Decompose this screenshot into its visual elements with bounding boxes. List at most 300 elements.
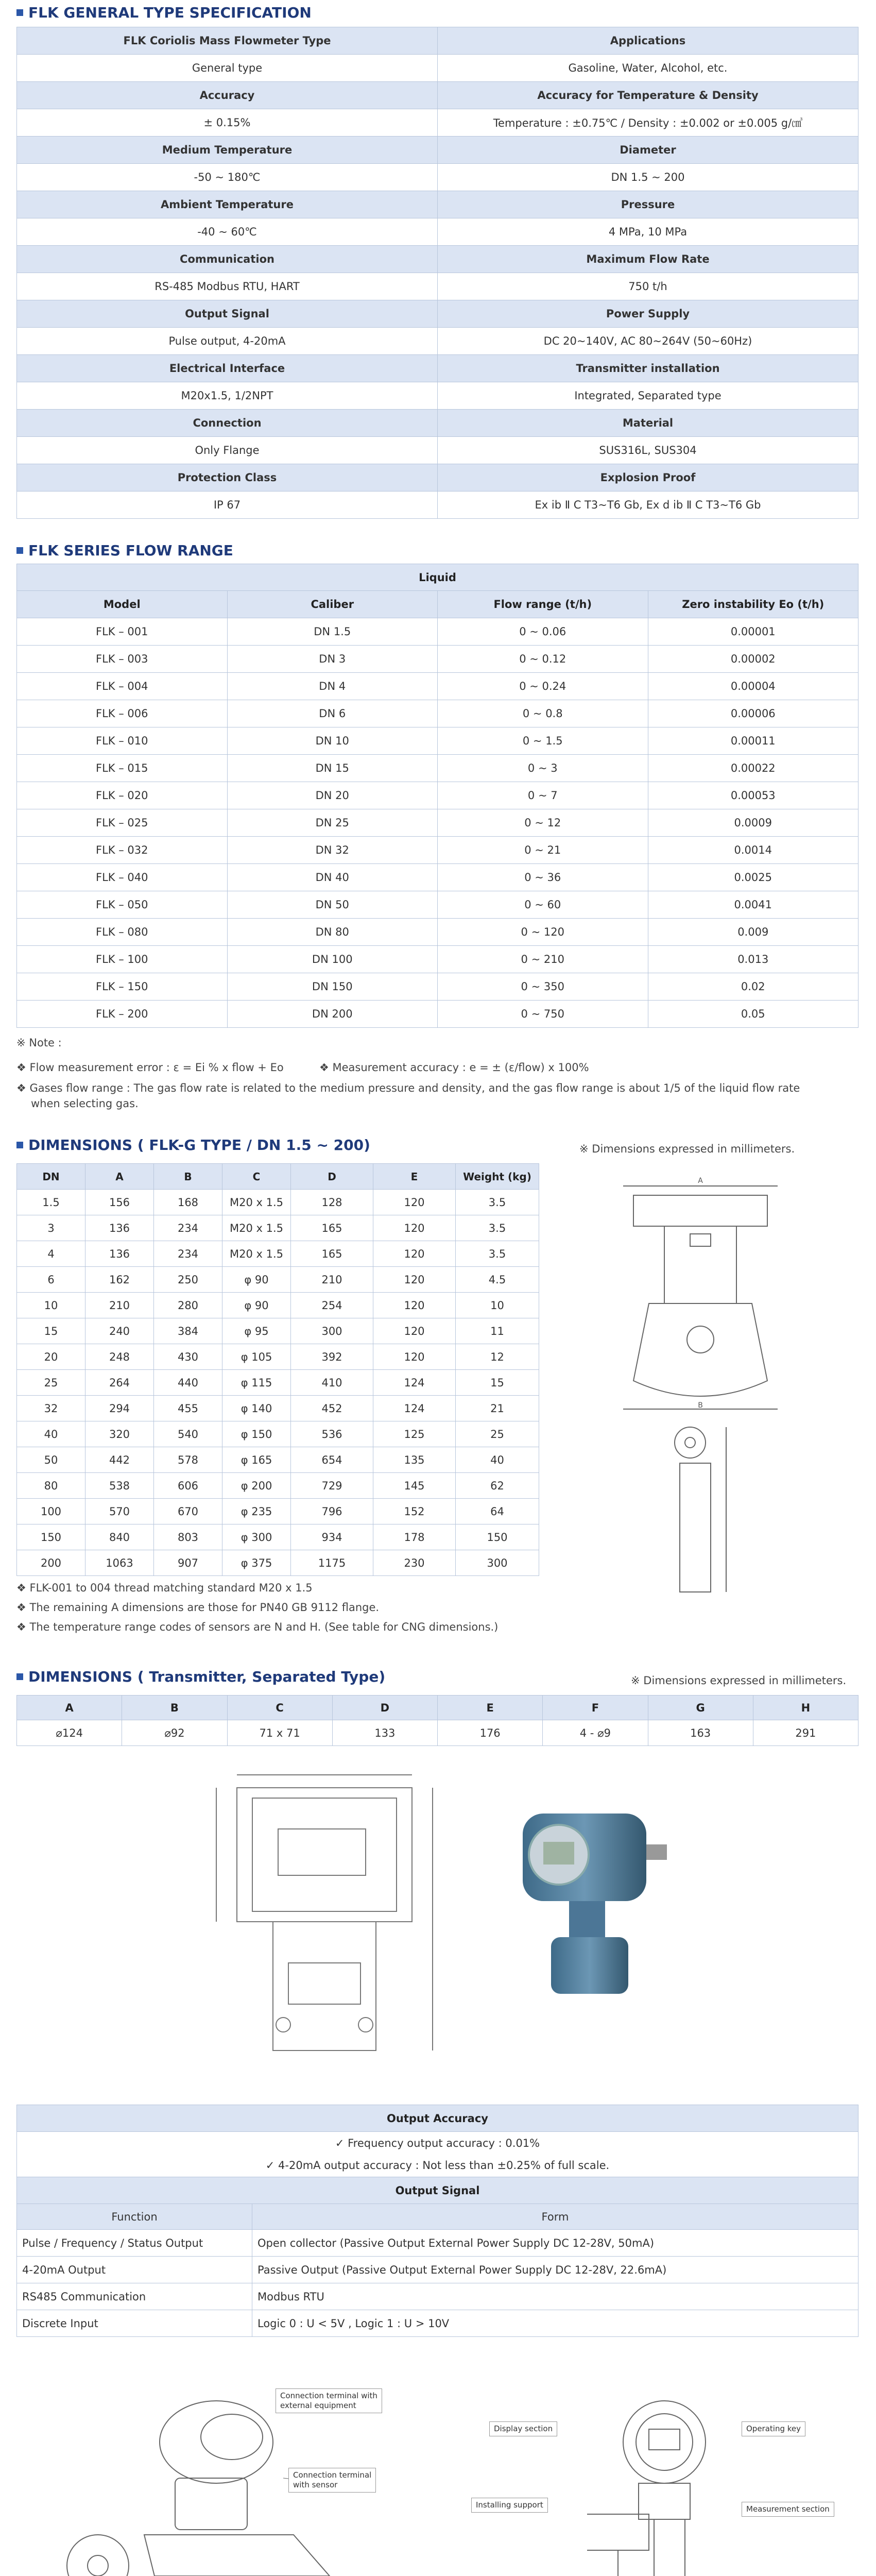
table-row	[17, 946, 858, 973]
output-cell: Pulse / Frequency / Status Output	[17, 2230, 252, 2257]
section-square-icon	[16, 9, 23, 16]
table-row	[17, 782, 858, 809]
spec-value: M20x1.5, 1/2NPT	[17, 382, 438, 410]
dims-cell: 136	[85, 1215, 154, 1241]
flow-cell: FLK – 006	[17, 700, 228, 727]
dims-note-1: ❖ FLK-001 to 004 thread matching standard M20 x 1.5	[16, 1582, 313, 1594]
dims-cell: 4	[17, 1241, 85, 1267]
trans-col-header: E	[438, 1696, 543, 1720]
dims-cell: 4.5	[456, 1267, 539, 1293]
dims-units-note: ※ Dimensions expressed in millimeters.	[579, 1143, 795, 1155]
spec-value: Ex ib Ⅱ C T3~T6 Gb, Ex d ib Ⅱ C T3~T6 Gb	[438, 492, 858, 519]
output-cell: RS485 Communication	[17, 2283, 252, 2310]
table-row	[17, 700, 858, 727]
section-square-icon	[16, 1142, 23, 1148]
spec-value: RS-485 Modbus RTU, HART	[17, 273, 438, 300]
section-square-icon	[16, 547, 23, 554]
flow-cell: DN 50	[227, 891, 438, 919]
flow-cell: DN 200	[227, 1001, 438, 1028]
trans-cell: 291	[753, 1720, 858, 1746]
flowmeter-side-drawing	[613, 1175, 788, 1417]
dims-cell: φ 95	[222, 1318, 291, 1344]
dims-note-3: ❖ The temperature range codes of sensors are N and H. (See table for CNG dimensions.)	[16, 1621, 499, 1633]
table-row	[17, 1524, 539, 1550]
section-title-dimensions-g: DIMENSIONS ( FLK-G TYPE / DN 1.5 ~ 200)	[16, 1137, 370, 1154]
spec-value: General type	[17, 55, 438, 82]
table-row	[17, 1473, 539, 1499]
trans-col-header: D	[332, 1696, 437, 1720]
flow-cell: FLK – 001	[17, 618, 228, 646]
flow-cell: DN 3	[227, 646, 438, 673]
flow-cell: FLK – 004	[17, 673, 228, 700]
spec-value: Integrated, Separated type	[438, 382, 858, 410]
table-row	[17, 1550, 539, 1576]
table-row	[17, 1215, 539, 1241]
dims-cell: φ 375	[222, 1550, 291, 1576]
dims-cell: 300	[291, 1318, 373, 1344]
trans-col-header: H	[753, 1696, 858, 1720]
general-spec-table	[16, 27, 858, 519]
accuracy-4-20ma: ✓ 4-20mA output accuracy : Not less than ±0.25% of full scale.	[17, 2155, 858, 2177]
dims-cell: φ 90	[222, 1293, 291, 1318]
dims-cell: 210	[291, 1267, 373, 1293]
dims-cell: 729	[291, 1473, 373, 1499]
flow-cell: 0.00001	[648, 618, 858, 646]
dims-cell: 538	[85, 1473, 154, 1499]
table-row	[17, 2230, 858, 2257]
svg-text:A: A	[698, 1177, 703, 1185]
trans-cell: 163	[648, 1720, 753, 1746]
spec-label: Medium Temperature	[17, 137, 438, 164]
flow-col-header: Model	[17, 591, 228, 618]
spec-label: Electrical Interface	[17, 355, 438, 382]
dims-cell: 21	[456, 1396, 539, 1421]
flow-cell: DN 32	[227, 837, 438, 864]
flow-cell: 0.00002	[648, 646, 858, 673]
dims-cell: 64	[456, 1499, 539, 1524]
spec-label: Pressure	[438, 191, 858, 218]
spec-label: Accuracy	[17, 82, 438, 109]
dims-cell: 120	[373, 1344, 456, 1370]
flow-cell: FLK – 050	[17, 891, 228, 919]
flow-cell: 0 ~ 0.8	[438, 700, 648, 727]
flow-cell: DN 40	[227, 864, 438, 891]
flow-cell: 0.05	[648, 1001, 858, 1028]
dims-cell: 248	[85, 1344, 154, 1370]
dims-cell: 934	[291, 1524, 373, 1550]
section-square-icon	[16, 1673, 23, 1680]
flow-cell: FLK – 100	[17, 946, 228, 973]
flow-cell: DN 4	[227, 673, 438, 700]
dims-cell: 3	[17, 1215, 85, 1241]
table-row	[17, 2310, 858, 2337]
flow-cell: FLK – 015	[17, 755, 228, 782]
spec-label: Accuracy for Temperature & Density	[438, 82, 858, 109]
dims-cell: M20 x 1.5	[222, 1241, 291, 1267]
dims-cell: 455	[154, 1396, 222, 1421]
accuracy-frequency: ✓ Frequency output accuracy : 0.01%	[17, 2132, 858, 2155]
output-cell: Passive Output (Passive Output External Power Supply DC 12-28V, 22.6mA)	[252, 2257, 858, 2283]
dims-cell: 803	[154, 1524, 222, 1550]
flow-cell: 0.009	[648, 919, 858, 946]
callout-installing-support: Installing support	[471, 2498, 548, 2513]
col-function: Function	[17, 2204, 252, 2230]
flow-cell: 0.0014	[648, 837, 858, 864]
dims-cell: 1175	[291, 1550, 373, 1576]
flow-cell: DN 100	[227, 946, 438, 973]
trans-units-note: ※ Dimensions expressed in millimeters.	[631, 1674, 847, 1687]
dims-cell: 152	[373, 1499, 456, 1524]
spec-label: Diameter	[438, 137, 858, 164]
flow-cell: 0.0025	[648, 864, 858, 891]
transmitter-photo	[502, 1798, 688, 2004]
flow-cell: 0.013	[648, 946, 858, 973]
svg-text:B: B	[698, 1401, 703, 1410]
flow-cell: DN 20	[227, 782, 438, 809]
dims-table	[16, 1163, 539, 1576]
flow-cell: FLK – 003	[17, 646, 228, 673]
dims-cell: 907	[154, 1550, 222, 1576]
spec-label: Protection Class	[17, 464, 438, 492]
dims-cell: 384	[154, 1318, 222, 1344]
table-row	[17, 646, 858, 673]
dims-cell: 12	[456, 1344, 539, 1370]
dims-cell: 280	[154, 1293, 222, 1318]
table-row	[17, 919, 858, 946]
dims-cell: 796	[291, 1499, 373, 1524]
spec-label: Transmitter installation	[438, 355, 858, 382]
dims-cell: 168	[154, 1190, 222, 1215]
dims-cell: 300	[456, 1550, 539, 1576]
flow-cell: 0.00022	[648, 755, 858, 782]
note-flow-error: ❖ Flow measurement error : ε = Ei % x flow + Eo	[16, 1061, 284, 1074]
callout-connection-external: Connection terminal with external equipment	[276, 2388, 382, 2413]
spec-label: Explosion Proof	[438, 464, 858, 492]
spec-value: IP 67	[17, 492, 438, 519]
dims-cell: 570	[85, 1499, 154, 1524]
dims-cell: 11	[456, 1318, 539, 1344]
spec-label: Connection	[17, 410, 438, 437]
table-row	[17, 1421, 539, 1447]
dims-cell: 540	[154, 1421, 222, 1447]
flow-cell: DN 10	[227, 727, 438, 755]
dims-cell: 135	[373, 1447, 456, 1473]
flow-cell: 0 ~ 60	[438, 891, 648, 919]
spec-value: SUS316L, SUS304	[438, 437, 858, 464]
col-form: Form	[252, 2204, 858, 2230]
flow-cell: FLK – 025	[17, 809, 228, 837]
output-cell: Modbus RTU	[252, 2283, 858, 2310]
flow-col-header: Flow range (t/h)	[438, 591, 648, 618]
spec-label: Material	[438, 410, 858, 437]
dims-cell: 442	[85, 1447, 154, 1473]
dims-cell: 178	[373, 1524, 456, 1550]
dims-cell: 320	[85, 1421, 154, 1447]
table-row	[17, 1293, 539, 1318]
flow-cell: 0 ~ 0.06	[438, 618, 648, 646]
dims-cell: 254	[291, 1293, 373, 1318]
dims-cell: 200	[17, 1550, 85, 1576]
dims-cell: 150	[17, 1524, 85, 1550]
output-cell: 4-20mA Output	[17, 2257, 252, 2283]
table-row	[17, 1344, 539, 1370]
flow-cell: 0 ~ 0.24	[438, 673, 648, 700]
trans-col-header: C	[227, 1696, 332, 1720]
dims-cell: 150	[456, 1524, 539, 1550]
output-signal-header: Output Signal	[17, 2177, 858, 2204]
spec-label: Maximum Flow Rate	[438, 246, 858, 273]
dims-cell: 3.5	[456, 1190, 539, 1215]
dims-cell: φ 235	[222, 1499, 291, 1524]
dims-cell: 124	[373, 1370, 456, 1396]
dims-col-header: D	[291, 1164, 373, 1190]
dims-col-header: C	[222, 1164, 291, 1190]
trans-cell: ⌀92	[122, 1720, 227, 1746]
section-title-general: FLK GENERAL TYPE SPECIFICATION	[16, 4, 312, 21]
dims-cell: 234	[154, 1215, 222, 1241]
flow-cell: DN 15	[227, 755, 438, 782]
section-title-flow-range: FLK SERIES FLOW RANGE	[16, 542, 233, 559]
dims-cell: 165	[291, 1215, 373, 1241]
flow-cell: DN 25	[227, 809, 438, 837]
table-row	[17, 1499, 539, 1524]
flow-cell: 0.00004	[648, 673, 858, 700]
flow-cell: FLK – 200	[17, 1001, 228, 1028]
dims-cell: 165	[291, 1241, 373, 1267]
dims-cell: 10	[17, 1293, 85, 1318]
dims-cell: 120	[373, 1241, 456, 1267]
spec-value: DN 1.5 ~ 200	[438, 164, 858, 191]
dims-cell: 210	[85, 1293, 154, 1318]
flow-cell: DN 150	[227, 973, 438, 1001]
dims-cell: 62	[456, 1473, 539, 1499]
dims-cell: 440	[154, 1370, 222, 1396]
dims-cell: M20 x 1.5	[222, 1190, 291, 1215]
dims-cell: 120	[373, 1190, 456, 1215]
table-row	[17, 1370, 539, 1396]
dims-note-2: ❖ The remaining A dimensions are those for PN40 GB 9112 flange.	[16, 1601, 380, 1614]
dims-cell: 125	[373, 1421, 456, 1447]
dims-cell: φ 150	[222, 1421, 291, 1447]
spec-label: Ambient Temperature	[17, 191, 438, 218]
dims-cell: 606	[154, 1473, 222, 1499]
spec-value: 4 MPa, 10 MPa	[438, 218, 858, 246]
flow-cell: DN 80	[227, 919, 438, 946]
flow-cell: FLK – 010	[17, 727, 228, 755]
dims-col-header: Weight (kg)	[456, 1164, 539, 1190]
flow-cell: FLK – 080	[17, 919, 228, 946]
spec-value: Pulse output, 4-20mA	[17, 328, 438, 355]
dims-cell: 230	[373, 1550, 456, 1576]
dims-cell: 162	[85, 1267, 154, 1293]
table-row	[17, 1241, 539, 1267]
transmitter-dims-table	[16, 1695, 858, 1746]
table-row	[17, 1447, 539, 1473]
flow-cell: 0 ~ 7	[438, 782, 648, 809]
callout-display-section: Display section	[489, 2421, 557, 2436]
table-row	[17, 837, 858, 864]
spec-value: Only Flange	[17, 437, 438, 464]
dims-cell: 578	[154, 1447, 222, 1473]
dims-cell: 40	[456, 1447, 539, 1473]
table-row	[17, 864, 858, 891]
flow-cell: 0.0009	[648, 809, 858, 837]
flow-cell: 0.0041	[648, 891, 858, 919]
flow-cell: 0.00006	[648, 700, 858, 727]
section-title-dimensions-transmitter: DIMENSIONS ( Transmitter, Separated Type)	[16, 1668, 385, 1685]
note-gas-flow-2: when selecting gas.	[31, 1097, 139, 1110]
dims-cell: 3.5	[456, 1241, 539, 1267]
dims-col-header: B	[154, 1164, 222, 1190]
dims-cell: 430	[154, 1344, 222, 1370]
dims-cell: 100	[17, 1499, 85, 1524]
trans-cell: 133	[332, 1720, 437, 1746]
trans-col-header: F	[543, 1696, 648, 1720]
output-accuracy-header: Output Accuracy	[17, 2105, 858, 2132]
spec-value: 750 t/h	[438, 273, 858, 300]
flow-cell: FLK – 040	[17, 864, 228, 891]
dims-cell: 50	[17, 1447, 85, 1473]
dims-cell: 120	[373, 1293, 456, 1318]
flow-cell: 0 ~ 0.12	[438, 646, 648, 673]
wiring-illustration-right	[556, 2380, 824, 2576]
table-row	[17, 1190, 539, 1215]
flow-cell: DN 1.5	[227, 618, 438, 646]
dims-cell: 20	[17, 1344, 85, 1370]
dims-cell: 536	[291, 1421, 373, 1447]
flow-cell: DN 6	[227, 700, 438, 727]
flow-cell: 0 ~ 12	[438, 809, 648, 837]
transmitter-drawing	[196, 1767, 453, 2066]
trans-cell: 4 - ⌀9	[543, 1720, 648, 1746]
dims-cell: 124	[373, 1396, 456, 1421]
spec-label: Output Signal	[17, 300, 438, 328]
spec-label: Communication	[17, 246, 438, 273]
output-cell: Open collector (Passive Output External Power Supply DC 12-28V, 50mA)	[252, 2230, 858, 2257]
callout-connection-sensor: Connection terminal with sensor	[288, 2468, 376, 2493]
flow-col-header: Zero instability Eo (t/h)	[648, 591, 858, 618]
dims-cell: φ 140	[222, 1396, 291, 1421]
dims-cell: 654	[291, 1447, 373, 1473]
flow-cell: 0 ~ 1.5	[438, 727, 648, 755]
dims-cell: 840	[85, 1524, 154, 1550]
trans-cell: 71 x 71	[227, 1720, 332, 1746]
callout-measurement-section: Measurement section	[742, 2502, 834, 2517]
spec-label: Applications	[438, 27, 858, 55]
spec-value: Gasoline, Water, Alcohol, etc.	[438, 55, 858, 82]
flow-group-header: Liquid	[17, 564, 858, 591]
flow-cell: FLK – 150	[17, 973, 228, 1001]
dims-cell: 40	[17, 1421, 85, 1447]
dims-cell: 392	[291, 1344, 373, 1370]
flow-cell: FLK – 032	[17, 837, 228, 864]
dims-cell: 234	[154, 1241, 222, 1267]
dims-cell: 410	[291, 1370, 373, 1396]
dims-cell: 156	[85, 1190, 154, 1215]
dims-cell: 6	[17, 1267, 85, 1293]
dims-col-header: E	[373, 1164, 456, 1190]
dims-cell: 452	[291, 1396, 373, 1421]
table-row	[17, 2283, 858, 2310]
dims-cell: 128	[291, 1190, 373, 1215]
dims-cell: φ 105	[222, 1344, 291, 1370]
flow-cell: 0 ~ 120	[438, 919, 648, 946]
table-row	[17, 755, 858, 782]
trans-cell: ⌀124	[17, 1720, 122, 1746]
table-row	[17, 1267, 539, 1293]
dims-cell: 120	[373, 1215, 456, 1241]
table-row	[17, 1396, 539, 1421]
dims-cell: φ 300	[222, 1524, 291, 1550]
dims-cell: 10	[456, 1293, 539, 1318]
table-row	[17, 673, 858, 700]
dims-cell: φ 90	[222, 1267, 291, 1293]
dims-cell: 294	[85, 1396, 154, 1421]
dims-col-header: DN	[17, 1164, 85, 1190]
dims-cell: 1.5	[17, 1190, 85, 1215]
dims-cell: φ 200	[222, 1473, 291, 1499]
dims-cell: 32	[17, 1396, 85, 1421]
dims-cell: 670	[154, 1499, 222, 1524]
spec-label: Power Supply	[438, 300, 858, 328]
dims-cell: 25	[456, 1421, 539, 1447]
dims-cell: 250	[154, 1267, 222, 1293]
spec-value: ± 0.15%	[17, 109, 438, 137]
note-measure-accuracy: ❖ Measurement accuracy : e = ± (ε/flow) x 100%	[319, 1061, 589, 1074]
dims-col-header: A	[85, 1164, 154, 1190]
dims-cell: 240	[85, 1318, 154, 1344]
output-cell: Logic 0 : U < 5V , Logic 1 : U > 10V	[252, 2310, 858, 2337]
dims-cell: 145	[373, 1473, 456, 1499]
table-row	[17, 2257, 858, 2283]
dims-cell: 136	[85, 1241, 154, 1267]
dims-cell: 1063	[85, 1550, 154, 1576]
spec-label: FLK Coriolis Mass Flowmeter Type	[17, 27, 438, 55]
dims-cell: 264	[85, 1370, 154, 1396]
flow-cell: 0 ~ 750	[438, 1001, 648, 1028]
dims-cell: 120	[373, 1318, 456, 1344]
flow-cell: 0 ~ 210	[438, 946, 648, 973]
trans-col-header: B	[122, 1696, 227, 1720]
callout-operating-key: Operating key	[742, 2421, 805, 2436]
trans-col-header: A	[17, 1696, 122, 1720]
dims-cell: 120	[373, 1267, 456, 1293]
dims-cell: φ 115	[222, 1370, 291, 1396]
dims-cell: 80	[17, 1473, 85, 1499]
table-row	[17, 727, 858, 755]
note-heading: ※ Note :	[16, 1037, 62, 1049]
dims-cell: 25	[17, 1370, 85, 1396]
flow-cell: 0 ~ 3	[438, 755, 648, 782]
flow-cell: 0.02	[648, 973, 858, 1001]
trans-col-header: G	[648, 1696, 753, 1720]
table-row	[17, 1001, 858, 1028]
dims-cell: 3.5	[456, 1215, 539, 1241]
spec-value: DC 20~140V, AC 80~264V (50~60Hz)	[438, 328, 858, 355]
table-row	[17, 809, 858, 837]
dims-cell: 15	[17, 1318, 85, 1344]
flow-col-header: Caliber	[227, 591, 438, 618]
output-cell: Discrete Input	[17, 2310, 252, 2337]
flow-cell: 0 ~ 36	[438, 864, 648, 891]
flow-range-table	[16, 564, 858, 1028]
trans-cell: 176	[438, 1720, 543, 1746]
flow-cell: FLK – 020	[17, 782, 228, 809]
table-row	[17, 891, 858, 919]
table-row	[17, 1318, 539, 1344]
table-row	[17, 973, 858, 1001]
dims-cell: M20 x 1.5	[222, 1215, 291, 1241]
